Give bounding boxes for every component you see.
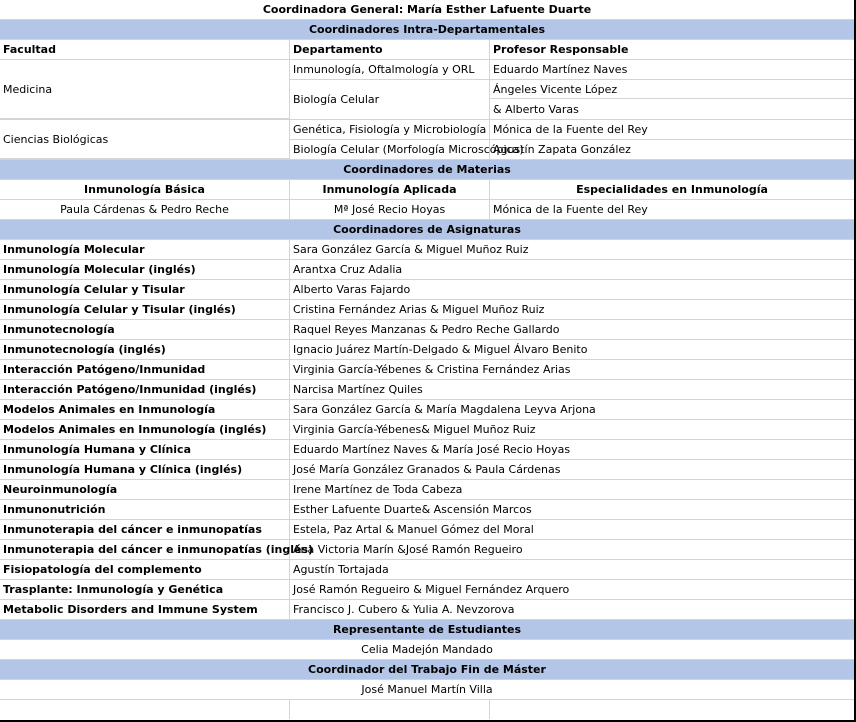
subject-name[interactable]: Neuroinmunología [0, 480, 290, 499]
tfm-section-header [0, 660, 854, 680]
subject-name[interactable]: Inmunología Molecular [0, 240, 290, 259]
department-cell[interactable] [290, 80, 490, 119]
subject-coordinator[interactable]: Ana Victoria Marín &José Ramón Regueiro [293, 543, 523, 556]
professor-cell[interactable]: & Alberto Varas [493, 103, 579, 116]
header-profesor[interactable]: Profesor Responsable [493, 43, 629, 56]
department-label: Biología Celular [293, 93, 380, 106]
intra-section-header [0, 20, 854, 40]
intra-header-row [0, 40, 854, 60]
materias-section-header [0, 160, 854, 180]
subject-name[interactable]: Inmunotecnología [0, 320, 290, 339]
header-inmunologia-basica[interactable]: Inmunología Básica [0, 180, 290, 199]
subject-row [0, 320, 854, 340]
header-facultad[interactable]: Facultad [0, 40, 290, 59]
subject-name[interactable]: Modelos Animales en Inmunología [0, 400, 290, 419]
subject-name[interactable]: Inmunoterapia del cáncer e inmunopatías (inglés) [0, 540, 290, 559]
subject-name[interactable]: Trasplante: Inmunología y Genética [0, 580, 290, 599]
general-coordinator-row [0, 0, 854, 20]
subject-coordinator[interactable]: Cristina Fernández Arias & Miguel Muñoz Ruiz [293, 303, 545, 316]
subject-row [0, 540, 854, 560]
subject-coordinator[interactable]: Agustín Tortajada [293, 563, 389, 576]
subject-row [0, 440, 854, 460]
subject-coordinator[interactable]: Francisco J. Cubero & Yulia A. Nevzorova [293, 603, 515, 616]
tfm-coordinator[interactable]: José Manuel Martín Villa [361, 683, 493, 696]
subject-coordinator[interactable]: Eduardo Martínez Naves & María José Recio Hoyas [293, 443, 571, 456]
subject-row [0, 280, 854, 300]
subject-coordinator[interactable]: Sara González García & Miguel Muñoz Ruiz [293, 243, 529, 256]
materias-title[interactable]: Coordinadores de Materias [343, 163, 511, 176]
professor-cell[interactable]: Agustín Zapata González [493, 143, 631, 156]
subject-name[interactable]: Fisiopatología del complemento [0, 560, 290, 579]
subject-row [0, 600, 854, 620]
subject-row [0, 400, 854, 420]
subject-coordinator[interactable]: Irene Martínez de Toda Cabeza [293, 483, 463, 496]
subject-name[interactable]: Metabolic Disorders and Immune System [0, 600, 290, 619]
subject-name[interactable]: Interacción Patógeno/Inmunidad [0, 360, 290, 379]
tfm-row [0, 680, 854, 700]
empty-cell[interactable] [490, 700, 854, 719]
subject-coordinator[interactable]: José María González Granados & Paula Cárdenas [293, 463, 561, 476]
subject-name[interactable]: Inmunología Celular y Tisular [0, 280, 290, 299]
students-section-header [0, 620, 854, 640]
subject-coordinator[interactable]: Estela, Paz Artal & Manuel Gómez del Moral [293, 523, 534, 536]
header-especialidades[interactable]: Especialidades en Inmunología [576, 183, 768, 196]
intra-title[interactable]: Coordinadores Intra-Departamentales [308, 23, 545, 36]
subject-coordinator[interactable]: Sara González García & María Magdalena Leyva Arjona [293, 403, 596, 416]
subject-coordinator[interactable]: Arantxa Cruz Adalia [293, 263, 403, 276]
materias-header-row [0, 180, 854, 200]
professor-cell[interactable]: Mónica de la Fuente del Rey [493, 123, 648, 136]
subject-coordinator[interactable]: Esther Lafuente Duarte& Ascensión Marcos [293, 503, 532, 516]
empty-cell[interactable] [0, 700, 290, 719]
subject-name[interactable]: Interacción Patógeno/Inmunidad (inglés) [0, 380, 290, 399]
empty-row [0, 700, 854, 720]
subject-row [0, 460, 854, 480]
subject-coordinator[interactable]: Narcisa Martínez Quiles [293, 383, 423, 396]
subject-coordinator[interactable]: José Ramón Regueiro & Miguel Fernández Arquero [293, 583, 570, 596]
students-title[interactable]: Representante de Estudiantes [332, 623, 522, 636]
faculty-label: Ciencias Biológicas [3, 132, 109, 146]
subject-row [0, 360, 854, 380]
professor-cell[interactable]: Eduardo Martínez Naves [493, 63, 628, 76]
subject-name[interactable]: Inmunotecnología (inglés) [0, 340, 290, 359]
subject-name[interactable]: Inmunología Humana y Clínica (inglés) [0, 460, 290, 479]
subject-row [0, 480, 854, 500]
materias-values-row [0, 200, 854, 220]
subject-name[interactable]: Inmunonutrición [0, 500, 290, 519]
subject-row [0, 300, 854, 320]
subject-row [0, 560, 854, 580]
subject-row [0, 500, 854, 520]
subject-row [0, 520, 854, 540]
subject-row [0, 380, 854, 400]
tfm-title[interactable]: Coordinador del Trabajo Fin de Máster [308, 663, 546, 676]
subject-name[interactable]: Inmunología Molecular (inglés) [0, 260, 290, 279]
subject-coordinator[interactable]: Alberto Varas Fajardo [293, 283, 411, 296]
header-departamento[interactable]: Departamento [290, 40, 490, 59]
students-row [0, 640, 854, 660]
faculty-label: Medicina [3, 82, 53, 96]
subject-coordinator[interactable]: Virginia García-Yébenes & Cristina Fernández Arias [293, 363, 571, 376]
student-representative[interactable]: Celia Madejón Mandado [361, 643, 493, 656]
asignaturas-title[interactable]: Coordinadores de Asignaturas [333, 223, 521, 236]
faculty-cell-ciencias-biologicas[interactable] [0, 120, 290, 159]
professor-cell[interactable]: Ángeles Vicente López [490, 80, 854, 99]
subject-coordinator[interactable]: Virginia García-Yébenes& Miguel Muñoz Ruiz [293, 423, 536, 436]
empty-cell[interactable] [290, 700, 490, 719]
department-cell[interactable]: Genética, Fisiología y Microbiología [290, 120, 490, 139]
faculty-cell-medicina[interactable] [0, 60, 290, 119]
subject-row [0, 420, 854, 440]
subject-row [0, 240, 854, 260]
materia-coordinator[interactable]: Mª José Recio Hoyas [290, 200, 490, 219]
subject-row [0, 580, 854, 600]
subject-coordinator[interactable]: Ignacio Juárez Martín-Delgado & Miguel Álvaro Benito [293, 343, 588, 356]
subject-row [0, 340, 854, 360]
subject-name[interactable]: Inmunoterapia del cáncer e inmunopatías [0, 520, 290, 539]
department-cell[interactable]: Inmunología, Oftalmología y ORL [290, 60, 490, 79]
subject-name[interactable]: Inmunología Humana y Clínica [0, 440, 290, 459]
materia-coordinator[interactable]: Mónica de la Fuente del Rey [493, 203, 648, 216]
department-cell[interactable]: Biología Celular (Morfología Microscópica) [290, 140, 490, 159]
header-inmunologia-aplicada[interactable]: Inmunología Aplicada [290, 180, 490, 199]
subject-coordinator[interactable]: Raquel Reyes Manzanas & Pedro Reche Gallardo [293, 323, 560, 336]
general-coordinator[interactable]: Coordinadora General: María Esther Lafuente Duarte [262, 3, 592, 16]
subject-name[interactable]: Modelos Animales en Inmunología (inglés) [0, 420, 290, 439]
subject-name[interactable]: Inmunología Celular y Tisular (inglés) [0, 300, 290, 319]
materia-coordinator[interactable]: Paula Cárdenas & Pedro Reche [0, 200, 290, 219]
asignaturas-section-header [0, 220, 854, 240]
subject-row [0, 260, 854, 280]
